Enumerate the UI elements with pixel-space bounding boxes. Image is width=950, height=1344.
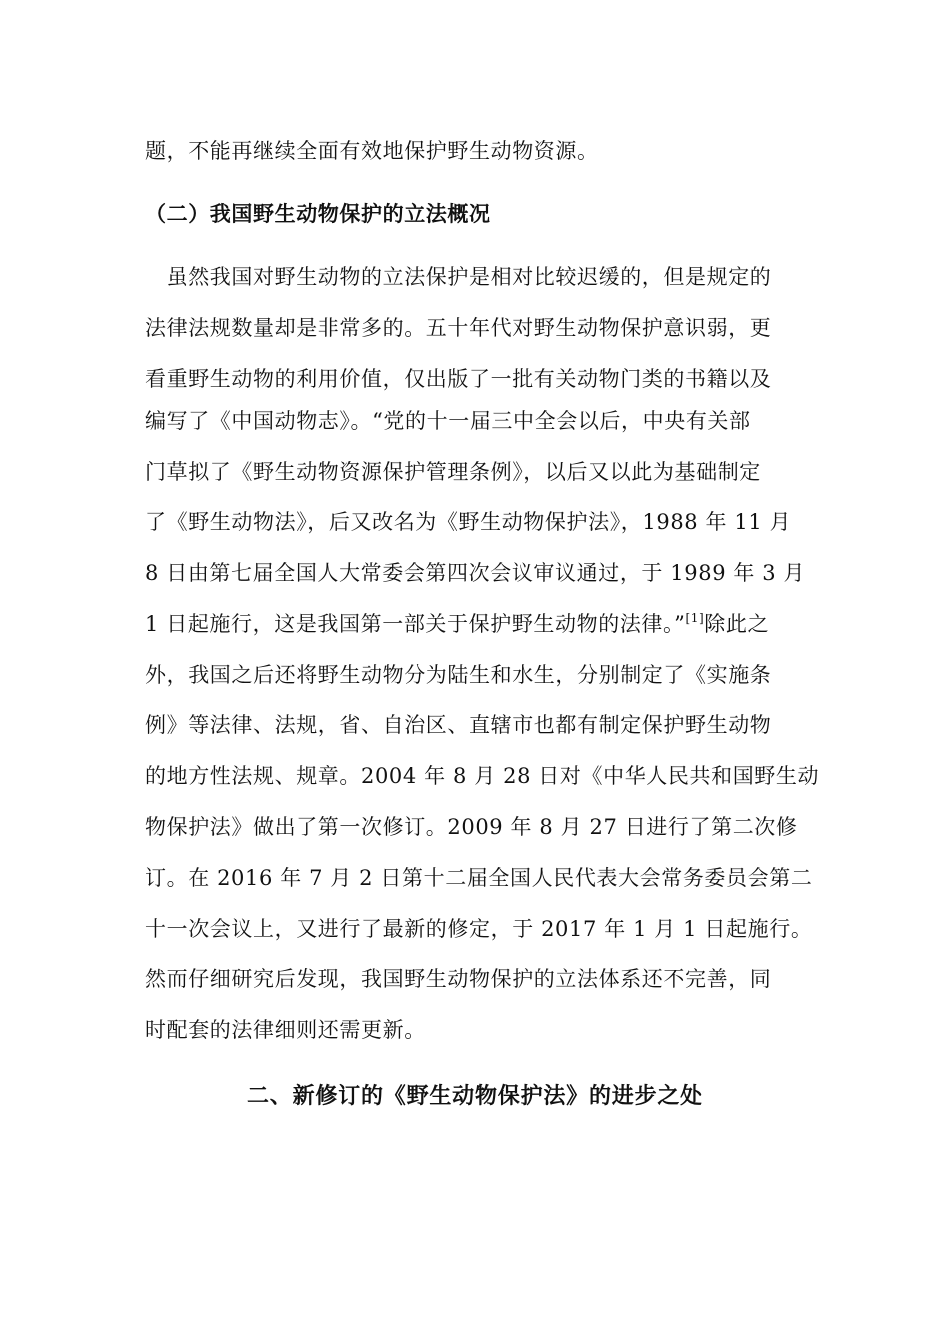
citation-marker: [1] — [685, 611, 705, 625]
paragraph-line: 8 日由第七届全国人大常委会第四次会议审议通过，于 1989 年 3 月 — [145, 561, 806, 585]
main-heading: 二、新修订的《野生动物保护法》的进步之处 — [246, 1084, 703, 1109]
paragraph-line-with-citation — [145, 609, 825, 639]
paragraph-line: 法律法规数量却是非常多的。五十年代对野生动物保护意识弱，更 — [145, 316, 772, 340]
paragraph-line: 例》等法律、法规，省、自治区、直辖市也都有制定保护野生动物 — [145, 713, 772, 737]
section-heading: （二）我国野生动物保护的立法概况 — [145, 202, 491, 226]
citation-line-after: 除此之 — [704, 612, 770, 636]
paragraph-line: 物保护法》做出了第一次修订。2009 年 8 月 27 日进行了第二次修 — [145, 815, 798, 839]
paragraph-line: 虽然我国对野生动物的立法保护是相对比较迟缓的，但是规定的 — [145, 265, 772, 289]
paragraph-line: 订。在 2016 年 7 月 2 日第十二届全国人民代表大会常务委员会第二 — [145, 866, 813, 890]
paragraph-line: 时配套的法律细则还需更新。 — [145, 1018, 426, 1042]
paragraph-line: 编写了《中国动物志》。“党的十一届三中全会以后，中央有关部 — [145, 409, 751, 433]
paragraph-line: 了《野生动物法》，后又改名为《野生动物保护法》，1988 年 11 月 — [145, 510, 792, 534]
paragraph-line: 然而仔细研究后发现，我国野生动物保护的立法体系还不完善，同 — [145, 967, 772, 991]
continuation-line: 题，不能再继续全面有效地保护野生动物资源。 — [145, 139, 599, 163]
paragraph-line: 十一次会议上，又进行了最新的修定，于 2017 年 1 月 1 日起施行。 — [145, 917, 813, 941]
paragraph-line: 外，我国之后还将野生动物分为陆生和水生，分别制定了《实施条 — [145, 663, 772, 687]
paragraph-line: 看重野生动物的利用价值，仅出版了一批有关动物门类的书籍以及 — [145, 367, 772, 391]
citation-line-before: 1 日起施行，这是我国第一部关于保护野生动物的法律。” — [145, 612, 686, 636]
paragraph-line: 门草拟了《野生动物资源保护管理条例》，以后又以此为基础制定 — [145, 460, 761, 484]
paragraph-line: 的地方性法规、规章。2004 年 8 月 28 日对《中华人民共和国野生动 — [145, 764, 820, 788]
